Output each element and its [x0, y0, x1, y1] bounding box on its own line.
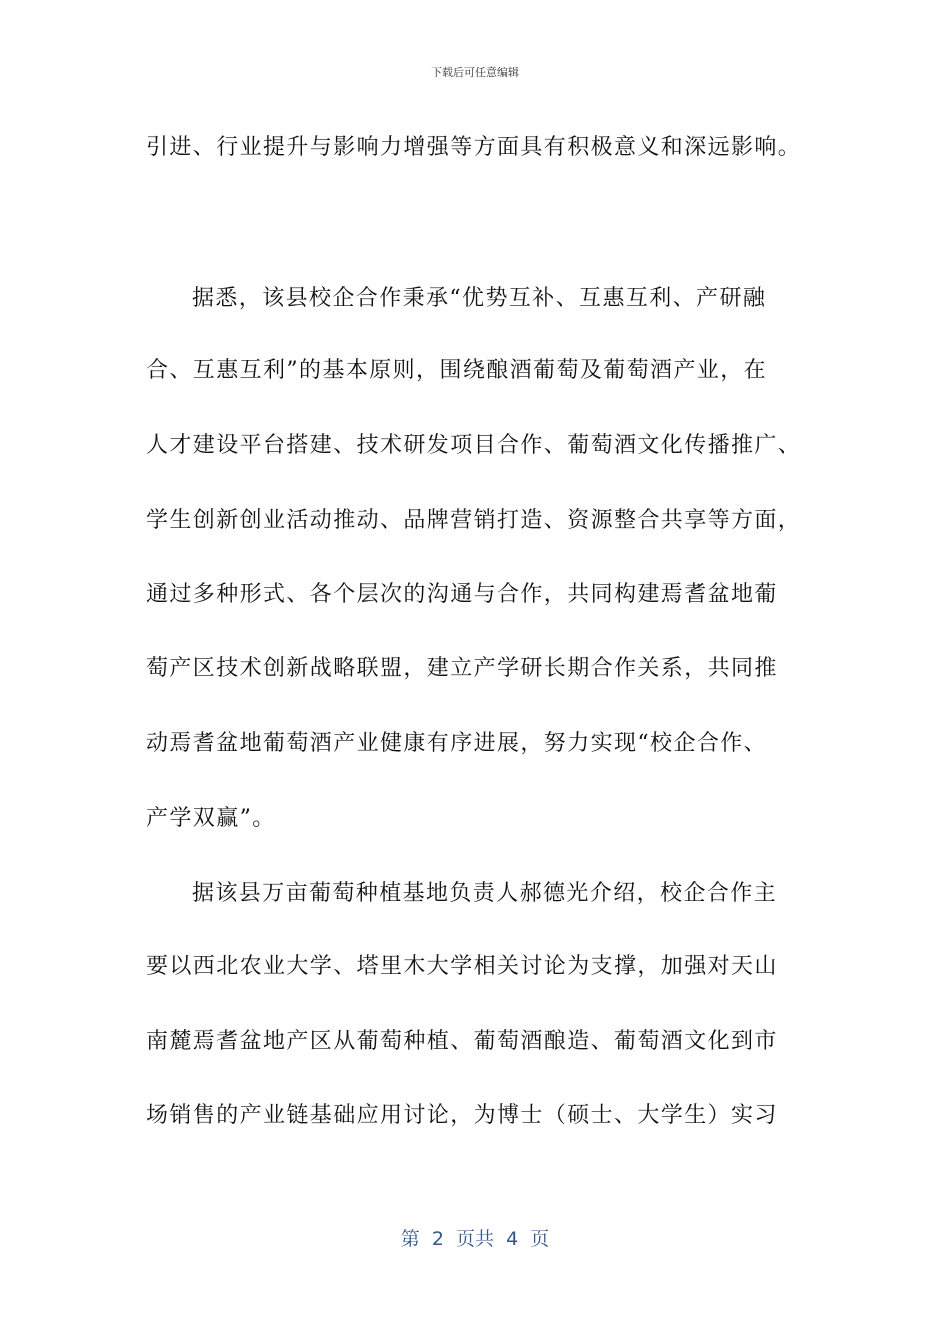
text-line: 学生创新创业活动推动、品牌营销打造、资源整合共享等方面，	[146, 508, 802, 533]
text-line: 南麓焉耆盆地产区从葡萄种植、葡萄酒酿造、葡萄酒文化到市	[146, 1029, 778, 1054]
page-header: 下载后可任意编辑	[431, 66, 519, 79]
text-line: 引进、行业提升与影响力增强等方面具有积极意义和深远影响。	[146, 135, 802, 160]
text-line: 通过多种形式、各个层次的沟通与合作，共同构建焉耆盆地葡	[146, 582, 778, 607]
text-line: 动焉耆盆地葡萄酒产业健康有序进展，努力实现“校企合作、	[146, 731, 768, 756]
text-line: 场销售的产业链基础应用讨论，为博士（硕士、大学生）实习	[146, 1103, 778, 1128]
text-line: 合、互惠互利”的基本原则，围绕酿酒葡萄及葡萄酒产业，在	[146, 358, 768, 383]
paragraph-first-line: 据悉，该县校企合作秉承“优势互补、互惠互利、产研融	[192, 286, 767, 311]
text-line: 人才建设平台搭建、技术研发项目合作、葡萄酒文化传播推广、	[146, 433, 802, 458]
text-line: 产学双赢”。	[146, 806, 276, 831]
text-line: 萄产区技术创新战略联盟，建立产学研长期合作关系，共同推	[146, 656, 778, 681]
text-line: 要以西北农业大学、塔里木大学相关讨论为支撑，加强对天山	[146, 954, 778, 979]
page-number-footer: 第 2 页共 4 页	[400, 1228, 550, 1250]
paragraph-first-line: 据该县万亩葡萄种植基地负责人郝德光介绍，校企合作主	[192, 881, 778, 906]
